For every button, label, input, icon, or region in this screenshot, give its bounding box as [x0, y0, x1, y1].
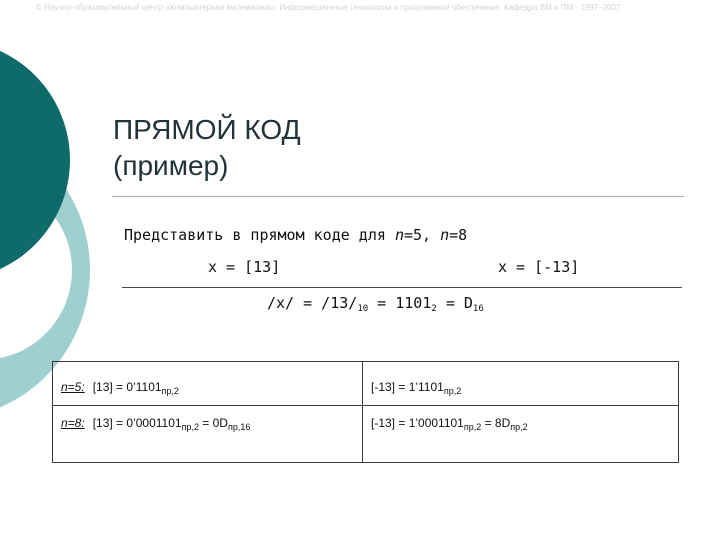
- examples-divider: [122, 287, 682, 288]
- n8-negative-sub: пр,2: [463, 422, 482, 432]
- table-row: [53, 406, 679, 463]
- abs-part-2: = 1101: [368, 294, 432, 312]
- row-label-n8: n=8:: [61, 416, 85, 430]
- task-n-var-1: n: [394, 226, 404, 244]
- n8-positive-hex-sub: пр,16: [227, 422, 251, 432]
- abs-sub-3: 16: [472, 304, 484, 314]
- abs-part-3: = D: [436, 294, 473, 312]
- n8-negative-code: [-13] = 1’0001101: [371, 416, 464, 430]
- n5-positive-sub: пр,2: [161, 386, 179, 396]
- n8-negative-hex: = 8D: [481, 416, 511, 430]
- n8-negative-hex-sub: пр,2: [510, 422, 528, 432]
- abs-part-1: /x/ = /13/: [267, 294, 358, 312]
- example-positive: x = [13]: [208, 258, 281, 276]
- abs-sub-1: 10: [357, 304, 369, 314]
- table-row: [53, 362, 679, 406]
- task-statement: [124, 226, 467, 244]
- title-divider: [112, 196, 684, 197]
- n8-positive-hex: = 0D: [198, 416, 228, 430]
- n5-negative-code: [-13] = 1’1101: [371, 380, 444, 394]
- table-cell-n8-negative: [363, 406, 679, 463]
- abs-sub-2: 2: [431, 304, 437, 314]
- table-cell-n8-positive: [53, 406, 363, 463]
- n5-positive-code: [13] = 0’1101: [92, 380, 162, 394]
- slide-title: [113, 112, 301, 184]
- title-line-2: (пример): [113, 150, 229, 181]
- n5-negative-sub: пр,2: [443, 386, 462, 396]
- copyright-notice: © Научно-образовательный центр «Компьютерная математика». Информационные технологии и программное обеспечение. Кафедра ВМ и ПМ · 1997–2007: [36, 3, 621, 12]
- table-cell-n5-positive: [53, 362, 363, 406]
- example-negative: x = [-13]: [498, 258, 580, 276]
- code-table: [52, 361, 679, 463]
- n8-positive-sub: пр,2: [181, 422, 199, 432]
- absolute-value-line: [267, 294, 484, 312]
- title-line-1: ПРЯМОЙ КОД: [113, 114, 301, 145]
- task-n-val-1: =5,: [403, 226, 441, 244]
- row-label-n5: n=5:: [61, 380, 85, 394]
- task-n-var-2: n: [440, 226, 450, 244]
- task-n-val-2: =8: [449, 226, 468, 244]
- table-cell-n5-negative: [363, 362, 679, 406]
- task-prefix: Представить в прямом коде для: [124, 226, 395, 244]
- n8-positive-code: [13] = 0’0001101: [92, 416, 182, 430]
